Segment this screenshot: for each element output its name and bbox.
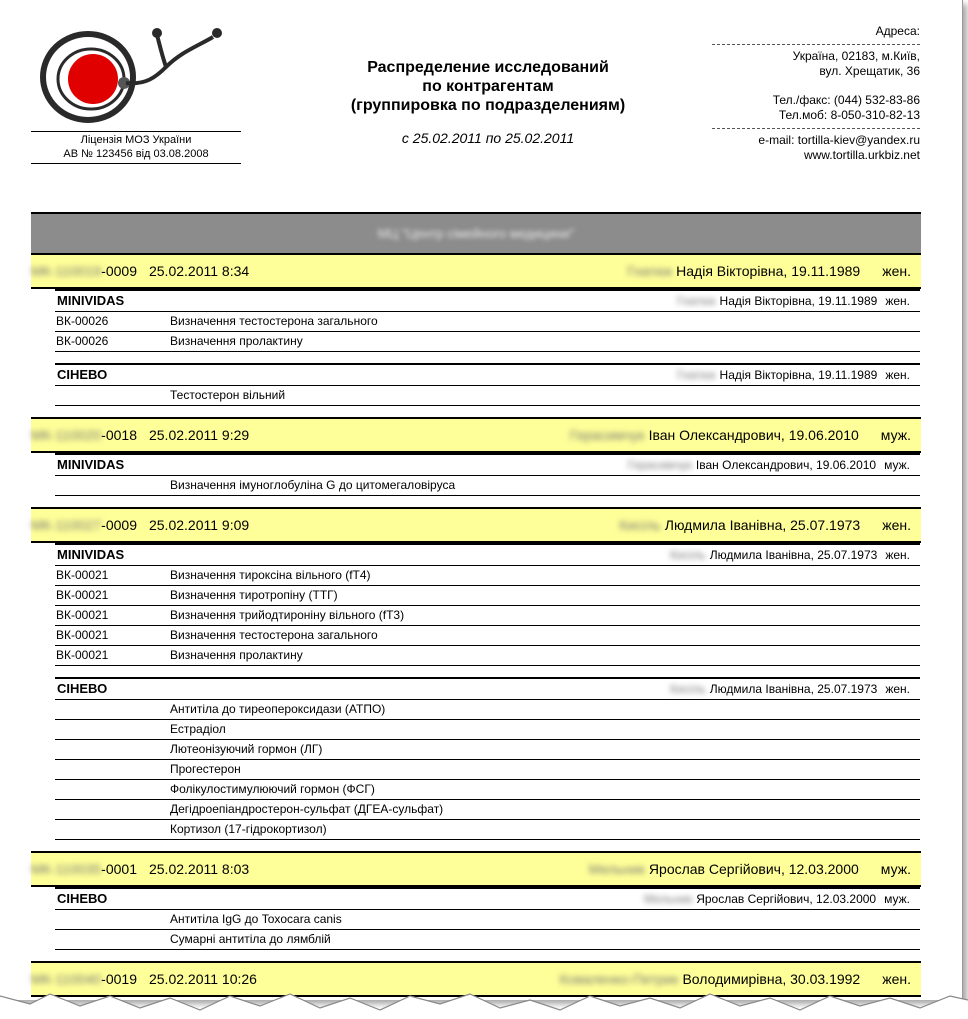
lab-header [55, 289, 920, 311]
lab-name: MINIVIDAS [57, 457, 125, 472]
test-code: ВК-00021 [56, 568, 109, 582]
order-number-hidden: МК-110019 [31, 263, 102, 279]
address-label: Адреса: [875, 24, 920, 38]
lab-name: СІНЕВО [57, 891, 108, 906]
patient-sex: жен. [885, 682, 910, 696]
test-row [55, 699, 920, 720]
lab-header [55, 677, 920, 699]
test-code: ВК-00026 [56, 334, 109, 348]
test-row [55, 819, 920, 840]
contact-block [712, 24, 920, 163]
test-name: Кортизол (17-гідрокортизол) [170, 822, 327, 836]
test-row [55, 585, 920, 606]
test-code: ВК-00026 [56, 314, 109, 328]
patient-surname-hidden: Герасимчук [569, 427, 645, 443]
patient-sex: жен. [882, 971, 911, 987]
order-number-suffix: -0018 [101, 427, 137, 443]
address-line-1: Україна, 02183, м.Київ, [792, 49, 920, 63]
lab-name: MINIVIDAS [57, 293, 125, 308]
patient-name: Надія Вікторівна, 19.11.1989 [719, 294, 878, 308]
title-line-3: (группировка по подразделениям) [350, 97, 626, 114]
test-row [55, 779, 920, 800]
lab-name: СІНЕВО [57, 367, 108, 382]
address-line-2: вул. Хрещатик, 36 [819, 64, 920, 78]
lab-patient [644, 889, 910, 909]
lab-header [55, 453, 920, 475]
test-row [55, 385, 920, 406]
patient-sex: муж. [884, 458, 910, 472]
test-name: Визначення тиротропіну (ТТГ) [170, 588, 338, 602]
order-number [31, 853, 249, 885]
test-row [55, 739, 920, 760]
patient-name: Людмила Іванівна, 25.07.1973 [709, 682, 878, 696]
title-line-1: Распределение исследований [367, 59, 609, 76]
divider [712, 128, 920, 129]
order-header [31, 851, 921, 887]
order-datetime: 25.02.2011 9:29 [148, 427, 250, 443]
order-number [31, 509, 249, 541]
lab-header [55, 543, 920, 565]
test-name: Визначення пролактину [170, 334, 303, 348]
test-row [55, 645, 920, 666]
torn-edge [0, 990, 968, 1019]
patient-name: Надія Вікторівна, 19.11.1989 [719, 368, 878, 382]
patient-sex: жен. [885, 294, 910, 308]
test-name: Лютеонізуючий гормон (ЛГ) [170, 742, 323, 756]
patient-surname-hidden: Коваленко-Петрик [559, 971, 679, 987]
test-name: Дегідроепіандростерон-сульфат (ДГЕА-сульфат) [170, 802, 444, 816]
test-name: Сумарні антитіла до лямблій [170, 932, 331, 946]
section-divider [55, 665, 920, 666]
test-row [55, 605, 920, 626]
patient-surname-hidden: Кисіль [670, 548, 706, 562]
test-code: ВК-00021 [56, 588, 109, 602]
test-name: Тестостерон вільний [170, 388, 286, 402]
phone-mobile: Тел.моб: 8-050-310-82-13 [778, 108, 920, 122]
patient-sex: муж. [880, 861, 911, 877]
lab-header [55, 887, 920, 909]
test-name: Визначення тироксіна вільного (fT4) [170, 568, 371, 582]
test-row [55, 909, 920, 930]
order-header [31, 253, 921, 289]
order-number-suffix: -0019 [101, 971, 137, 987]
title-line-2: по контрагентам [422, 78, 554, 95]
order-number-hidden: МК-110027 [31, 517, 102, 533]
website: www.tortilla.urkbiz.net [803, 148, 920, 162]
test-row [55, 929, 920, 950]
test-code: ВК-00021 [56, 648, 109, 662]
clinic-logo [31, 27, 241, 167]
test-row [55, 565, 920, 586]
test-name: Фолікулостимулюючий гормон (ФСГ) [170, 782, 375, 796]
patient-surname-hidden: Гнатюк [627, 263, 673, 279]
group-band-title: МЦ "Центр сімейного медицини" [377, 226, 575, 241]
lab-patient [677, 365, 910, 385]
lab-patient [670, 545, 910, 565]
test-name: Антитіла IgG до Toxocara canis [170, 912, 342, 926]
patient-surname-hidden: Герасимчук [627, 458, 692, 472]
test-name: Естрадіол [170, 722, 226, 736]
patient-name: Ярослав Сергійович, 12.03.2000 [648, 861, 859, 877]
patient-surname-hidden: Мельник [588, 861, 645, 877]
patient-sex: жен. [885, 548, 910, 562]
test-name: Визначення тестостерона загального [170, 628, 378, 642]
patient-sex: жен. [882, 263, 911, 279]
section-divider [55, 495, 920, 496]
lab-patient [677, 291, 910, 311]
report-period: с 25.02.2011 по 25.02.2011 [401, 130, 575, 146]
order-number [31, 255, 249, 287]
patient-sex: муж. [884, 892, 910, 906]
lab-header [55, 363, 920, 385]
order-number-suffix: -0009 [101, 263, 137, 279]
patient-name: Володимирівна, 30.03.1992 [682, 971, 861, 987]
lab-patient [670, 679, 910, 699]
order-datetime: 25.02.2011 9:09 [148, 517, 250, 533]
order-datetime: 25.02.2011 8:03 [148, 861, 250, 877]
test-row [55, 799, 920, 820]
order-patient [627, 255, 911, 287]
order-datetime: 25.02.2011 8:34 [148, 263, 250, 279]
test-name: Визначення пролактину [170, 648, 303, 662]
test-name: Визначення тестостерона загального [170, 314, 378, 328]
patient-name: Іван Олександрович, 19.06.2010 [648, 427, 859, 443]
divider [712, 44, 920, 45]
order-header [31, 507, 921, 543]
phone-fax: Тел./факс: (044) 532-83-86 [772, 93, 920, 107]
license-info [31, 131, 241, 164]
patient-name: Людмила Іванівна, 25.07.1973 [664, 517, 861, 533]
patient-surname-hidden: Кисіль [670, 682, 706, 696]
test-row [55, 625, 920, 646]
patient-surname-hidden: Гнатюк [676, 294, 716, 308]
test-name: Визначення трийодтироніну вільного (fT3) [170, 608, 405, 622]
email: e-mail: tortilla-kiev@yandex.ru [758, 133, 920, 147]
patient-name: Людмила Іванівна, 25.07.1973 [709, 548, 878, 562]
patient-sex: муж. [880, 427, 911, 443]
test-name: Антитіла до тиреопероксидази (АТПО) [170, 702, 386, 716]
patient-name: Надія Вікторівна, 19.11.1989 [676, 263, 861, 279]
test-code: ВК-00021 [56, 608, 109, 622]
order-number [31, 419, 249, 451]
order-header [31, 417, 921, 453]
section-divider [55, 405, 920, 406]
test-row [55, 311, 920, 332]
lab-name: СІНЕВО [57, 681, 108, 696]
order-patient [589, 853, 911, 885]
test-code: ВК-00021 [56, 628, 109, 642]
order-patient [570, 419, 911, 451]
test-row [55, 759, 920, 780]
group-band [31, 212, 921, 256]
order-number-hidden: МК-110035 [31, 861, 102, 877]
test-row [55, 719, 920, 740]
stethoscope-logo-icon [31, 27, 241, 131]
patient-surname-hidden: Мельник [643, 892, 693, 906]
section-divider [55, 351, 920, 352]
order-datetime: 25.02.2011 10:26 [148, 971, 257, 987]
license-line-2: АВ № 123456 від 03.08.2008 [63, 148, 209, 160]
order-number-hidden: МК-110020 [31, 427, 102, 443]
test-row [55, 331, 920, 352]
patient-surname-hidden: Гнатюк [676, 368, 716, 382]
section-divider [55, 839, 920, 840]
license-line-1: Ліцензія МОЗ України [80, 134, 192, 146]
test-row [55, 475, 920, 496]
test-name: Прогестерон [170, 762, 241, 776]
order-number-suffix: -0001 [101, 861, 137, 877]
patient-name: Ярослав Сергійович, 12.03.2000 [696, 892, 877, 906]
patient-sex: жен. [882, 517, 911, 533]
report-title [300, 58, 676, 115]
lab-name: MINIVIDAS [57, 547, 125, 562]
patient-sex: жен. [885, 368, 910, 382]
patient-surname-hidden: Кисіль [619, 517, 661, 533]
lab-patient [628, 455, 910, 475]
patient-name: Іван Олександрович, 19.06.2010 [695, 458, 877, 472]
order-number-suffix: -0009 [101, 517, 137, 533]
test-name: Визначення імуноглобуліна G до цитомегаловіруса [170, 478, 456, 492]
order-patient [619, 509, 911, 541]
section-divider [55, 949, 920, 950]
order-number-hidden: МК-110040 [31, 971, 102, 987]
